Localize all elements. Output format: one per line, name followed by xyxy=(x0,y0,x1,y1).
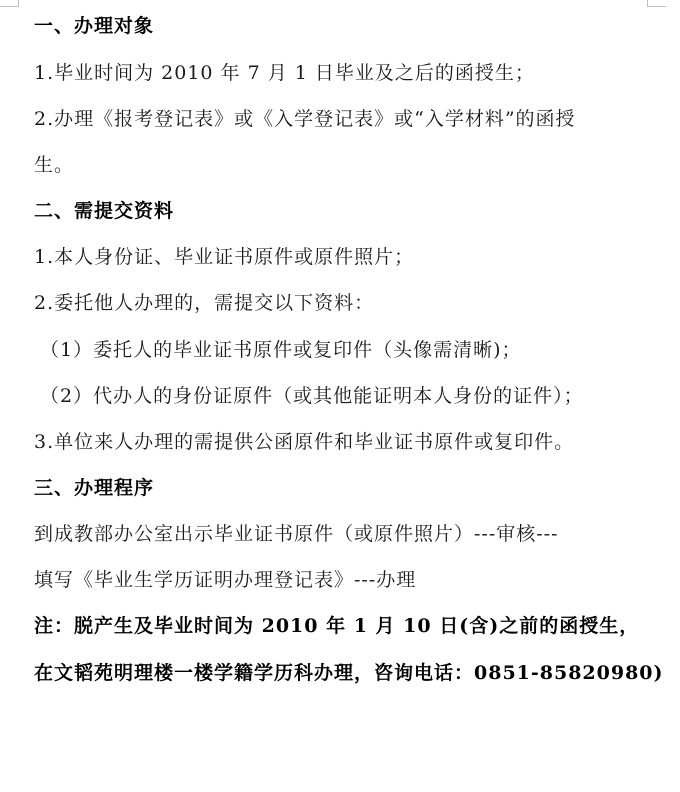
procedure-step-line-1: 到成教部办公室出示毕业证书原件（或原件照片）---审核--- xyxy=(34,523,559,545)
materials-subitem-1: （1）委托人的毕业证书原件或复印件（头像需清晰)； xyxy=(40,339,522,361)
section-heading-procedure: 三、办理程序 xyxy=(34,477,155,499)
materials-item-3: 3.单位来人办理的需提供公函原件和毕业证书原件或复印件。 xyxy=(34,431,575,453)
section-heading-materials: 二、需提交资料 xyxy=(34,200,175,222)
applicants-item-2-continued: 生。 xyxy=(34,154,75,176)
applicants-item-1: 1.毕业时间为 2010 年 7 月 1 日毕业及之后的函授生； xyxy=(34,62,535,84)
materials-item-1: 1.本人身份证、毕业证书原件或原件照片； xyxy=(34,246,415,268)
page-corner-mark-left xyxy=(0,0,19,7)
materials-item-2: 2.委托他人办理的，需提交以下资料： xyxy=(34,292,375,314)
note-line-2: 在文韬苑明理楼一楼学籍学历科办理，咨询电话：0851-85820980) xyxy=(34,662,664,684)
page-corner-mark-right xyxy=(647,0,666,7)
applicants-item-2: 2.办理《报考登记表》或《入学登记表》或“入学材料”的函授 xyxy=(34,108,576,130)
note-line-1: 注：脱产生及毕业时间为 2010 年 1 月 10 日(含)之前的函授生， xyxy=(34,615,640,637)
procedure-step-line-2: 填写《毕业生学历证明办理登记表》---办理 xyxy=(34,569,417,591)
materials-subitem-2: （2）代办人的身份证原件（或其他能证明本人身份的证件）； xyxy=(40,385,584,407)
section-heading-applicants: 一、办理对象 xyxy=(34,15,155,37)
